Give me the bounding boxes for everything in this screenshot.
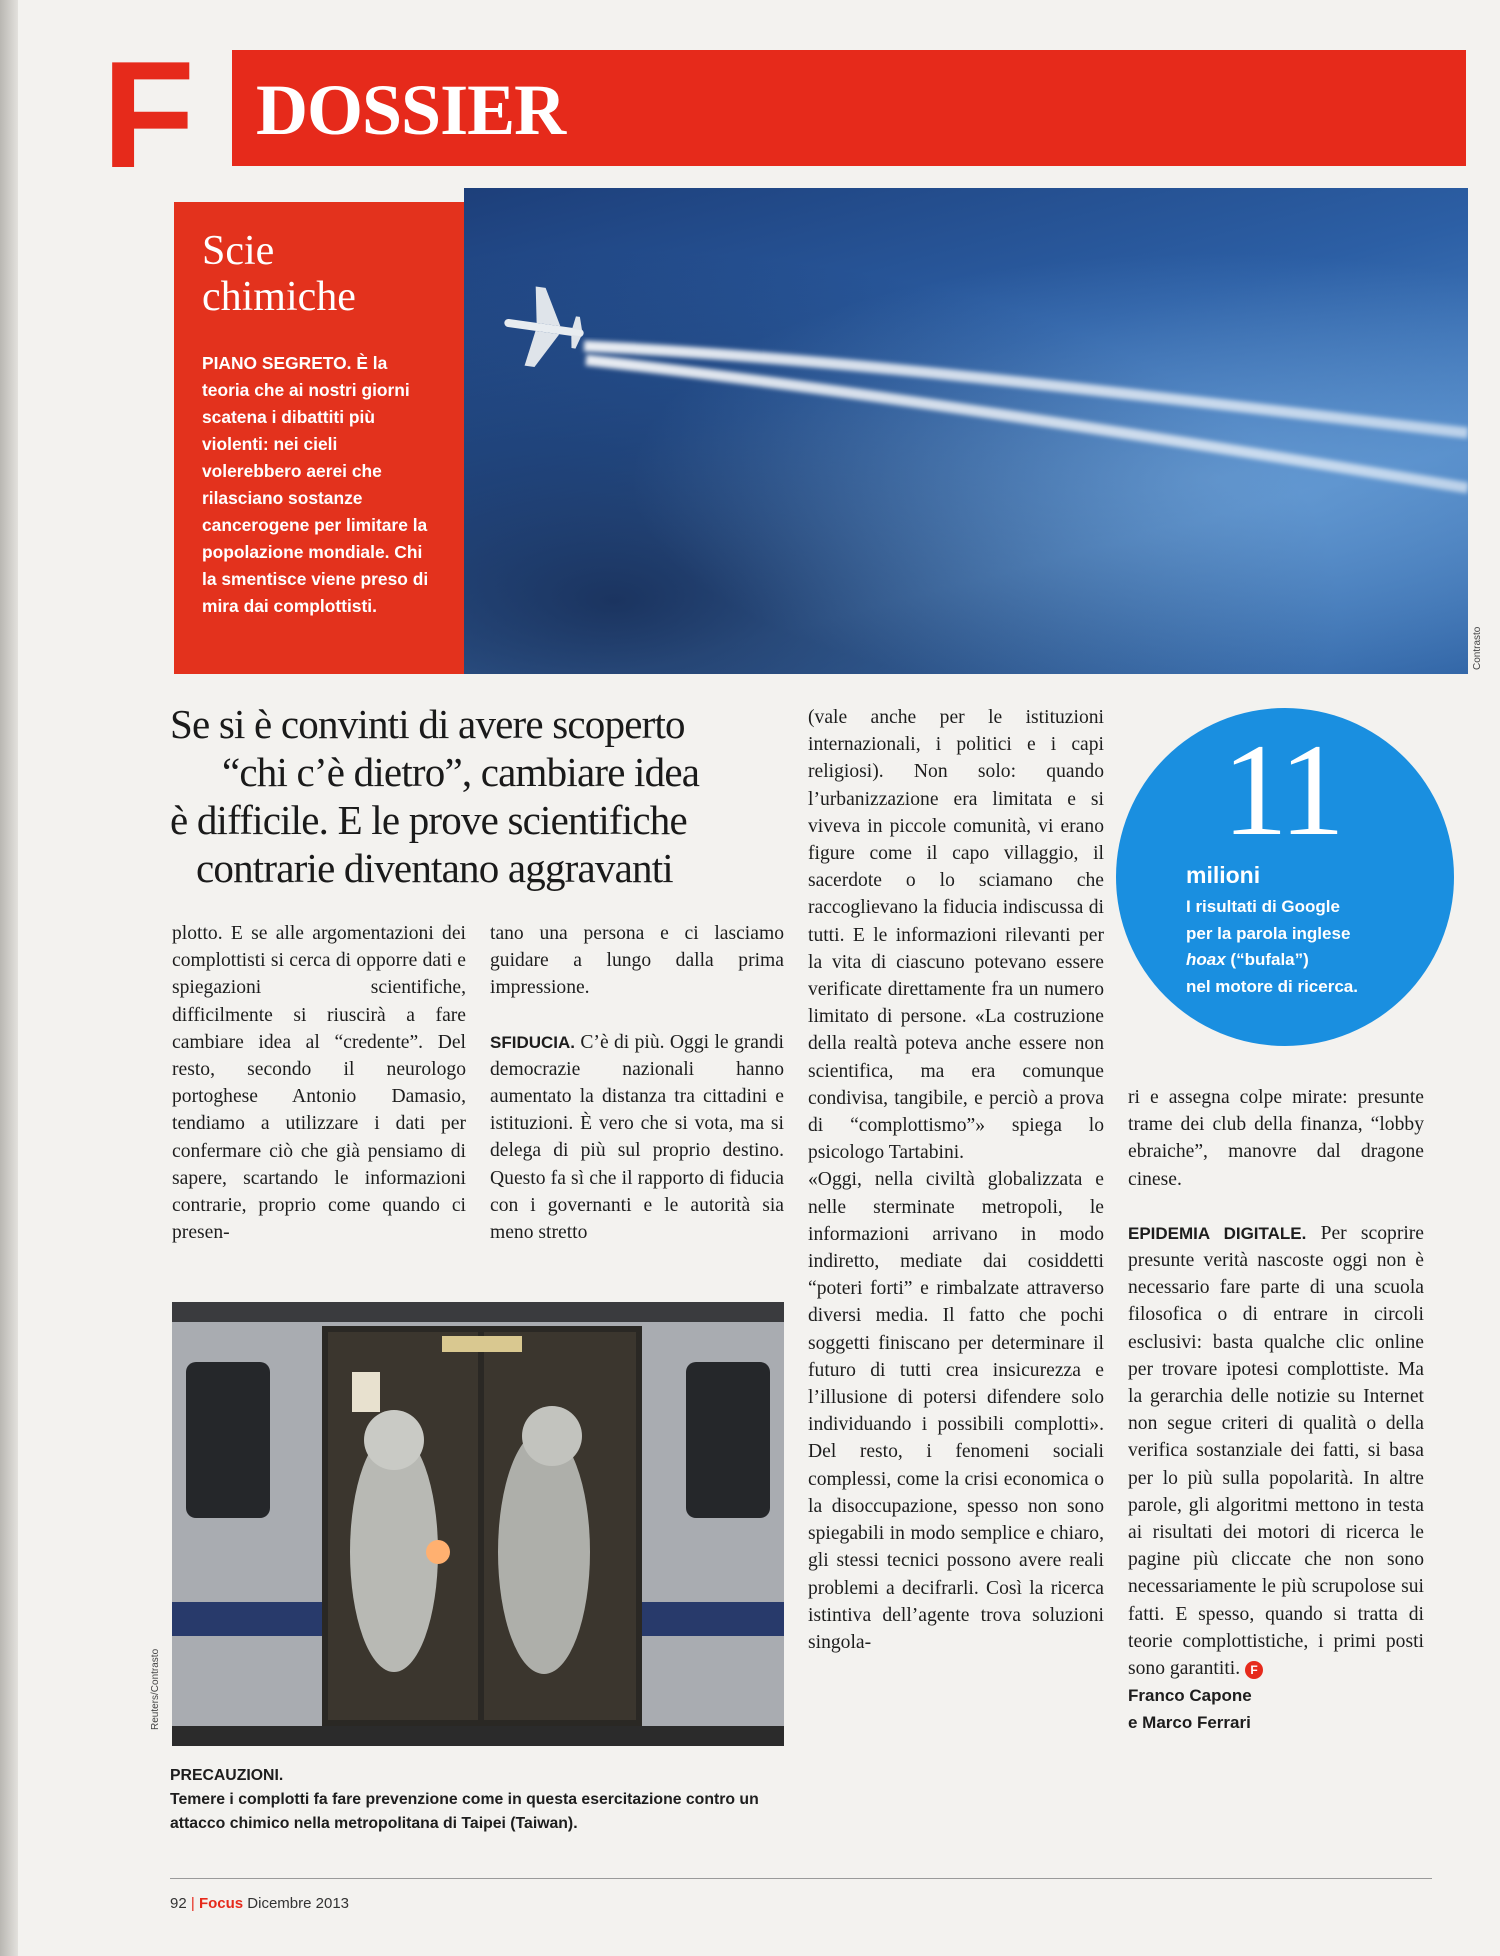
hero-photo-credit: Contrasto — [1472, 626, 1483, 670]
subway-illustration — [172, 1302, 784, 1746]
body-column-3 — [808, 704, 1104, 1656]
footer-divider — [170, 1878, 1432, 1879]
body-column-1 — [172, 920, 466, 1246]
headline-line: Se si è convinti di avere scoperto — [170, 701, 685, 747]
paragraph: tano una persona e ci lasciamo guidare a lungo dalla prima impressione. — [490, 923, 784, 999]
hero-text: PIANO SEGRETO. È la teoria che ai nostri giorni scatena i dibattiti più violenti: nei cieli volerebbero aerei che rilasciano sostanze cancerogene per limitare la popolazione mondiale. Chi la smentisce viene preso di mira dai complottisti. — [202, 353, 429, 616]
body-column-4 — [1128, 1084, 1424, 1736]
paragraph: «Oggi, nella civiltà globalizzata e nelle sterminate metropoli, le informazioni arrivano in modo indiretto, mediate dai cosiddetti “poteri forti” e rimbalzate attraverso diversi media. Il fatto che pochi soggetti finiscano per determinare il futuro di tutti crea insicurezza e l’illusione di potersi difendere solo individuando i possibili complotti». Del resto, i fenomeni sociali complessi, come la crisi economica o la disoccupazione, spesso non sono spiegabili in modo semplice e chiaro, gli stessi tecnici possono avere reali problemi a decifrarli. Così la ricerca istintiva dell’agente trova soluzioni singola- — [808, 1169, 1104, 1653]
paragraph: plotto. E se alle argomentazioni dei complottisti si cerca di opporre dati e spiegazioni scientifiche, difficilmente si riuscirà a fare cambiare idea al “credente”. Del resto, secondo il neurologo portoghese Antonio Damasio, tendiamo a utilizzare i dati per confermare ciò che già pensiamo di sapere, scartando le informazioni contrarie, proprio come quando ci presen- — [172, 923, 466, 1244]
magazine-brand: Focus — [198, 1895, 244, 1912]
paragraph: SFIDUCIA. C’è di più. Oggi le grandi democrazie nazionali hanno aumentato la distanza tra cittadini e istituzioni. È vero che si vota, ma si delega di più sul proprio destino. Questo fa sì che il rapporto di fiducia con i governanti e le autorità sia meno stretto — [490, 1031, 784, 1244]
magazine-page — [18, 0, 1500, 1956]
stat-number: 11 — [1222, 716, 1342, 863]
photo-caption: PRECAUZIONI. Temere i complotti fa fare prevenzione come in questa esercitazione contro un attacco chimico nella metropolitana di Taipei (Taiwan). — [170, 1767, 759, 1832]
issue-date: Dicembre 2013 — [247, 1895, 350, 1912]
paragraph: (vale anche per le istituzioni internazionali, i politici e i capi religiosi). Non solo: quando l’urbanizzazione era limitata e si viveva in piccole comunità, vi erano figure come il capo villaggio, il sacerdote o lo sciamano che raccoglievano la fiducia indiscussa di tutti. E le informazioni rilevanti per la vita di ciascuno potevano essere verificate direttamente fra un numero limitato di persone. «La costruzione della realtà poteva anche essere non scientifica, ma era comunque condivisa, tangibile, e perciò a prova di “complottismo”» spiega lo psicologo Tartabini. — [808, 707, 1104, 1164]
stat-circle — [1116, 708, 1454, 1046]
headline-line: “chi c’è dietro”, cambiare idea — [222, 749, 700, 795]
airplane-contrail-illustration — [464, 188, 1468, 674]
focus-logo: F — [102, 30, 191, 200]
contrail-photo — [464, 188, 1468, 674]
stat-description: I risultati di Google per la parola inglese hoax (“bufala”) nel motore di ricerca. — [1186, 897, 1358, 996]
body-column-2 — [490, 920, 784, 1246]
page-number: 92 — [170, 1895, 187, 1912]
page-footer: 92 | Focus Dicembre 2013 — [170, 1895, 350, 1912]
headline-line: è difficile. E le prove scientifiche — [170, 797, 687, 843]
headline-line: contrarie diventano aggravanti — [196, 845, 673, 891]
hero-title: Scie chimiche — [202, 228, 356, 320]
section-title: DOSSIER — [256, 70, 566, 150]
paragraph: EPIDEMIA DIGITALE. Per scoprire presunte verità nascoste oggi non è necessario fare parte di una scuola filosofica o di entrare in circoli esclusivi: basta qualche clic online per trovare ipotesi complottiste. Ma la gerarchia delle notizie su Internet non segue criteri di qualità o della verifica sostanziale dei fatti, si basa per lo più sulla popolarità. In altre parole, gli algoritmi mettono in testa ai risultati dei motori di ricerca le pagine più cliccate che non sono necessariamente le più scrupolose sui fatti. E spesso, quando si tratta di teorie complottistiche, i primi posti sono garantiti. F — [1128, 1222, 1425, 1680]
subway-drill-photo — [172, 1302, 784, 1746]
stat-unit: milioni — [1186, 862, 1261, 888]
hero-sidebar — [174, 202, 464, 674]
page-binding — [0, 0, 18, 1956]
article-headline — [170, 700, 786, 892]
section-lead: SFIDUCIA. — [490, 1032, 575, 1052]
subway-photo-credit: Reuters/Contrasto — [150, 1648, 161, 1730]
section-lead: EPIDEMIA DIGITALE. — [1128, 1223, 1307, 1243]
paragraph: ri e assegna colpe mirate: presunte trame dei club della finanza, “lobby ebraiche”, manovre dal dragone cinese. — [1128, 1087, 1424, 1190]
article-authors: Franco Capone e Marco Ferrari — [1128, 1686, 1252, 1733]
section-banner — [232, 50, 1466, 166]
end-mark-icon: F — [1245, 1661, 1263, 1679]
airplane-icon — [499, 283, 589, 373]
